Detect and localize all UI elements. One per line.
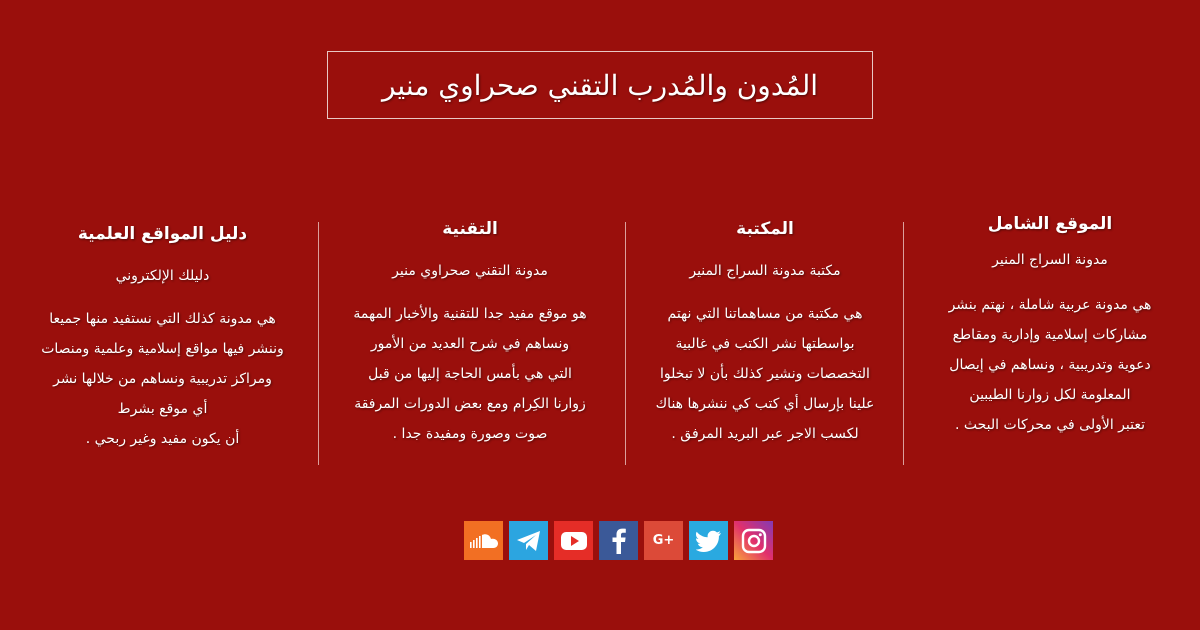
instagram-icon[interactable] (734, 521, 773, 560)
column-library (630, 219, 900, 449)
site-title: المُدون والمُدرب التقني صحراوي منير (381, 68, 819, 102)
column-description: هي مدونة عربية شاملة ، نهتم بنشر مشاركات إسلامية وإدارية ومقاطع دعوية وتدريبية ، ونساهم في إيصال المعلومة لكل زوارنا الطيبين تعتبر الأولى في محركات البحث . (948, 297, 1152, 433)
column-subheading[interactable]: مدونة السراج المنير (992, 252, 1108, 268)
column-heading: الموقع الشامل (987, 214, 1113, 234)
column-heading: دليل المواقع العلمية (77, 224, 248, 244)
column-general (915, 214, 1185, 440)
google-plus-icon[interactable]: G+ (644, 521, 683, 560)
twitter-icon[interactable] (689, 521, 728, 560)
column-description: هي مكتبة من مساهماتنا التي نهتم بواسطتها نشر الكتب في غالبية التخصصات ونشير كذلك بأن لا تبخلوا علينا بإرسال أي كتب كي ننشرها هناك لكسب الاجر عبر البريد المرفق . (655, 306, 875, 442)
column-divider (318, 222, 319, 465)
column-divider (625, 222, 626, 465)
column-tech (325, 219, 615, 449)
column-subheading[interactable]: مكتبة مدونة السراج المنير (689, 263, 841, 279)
column-subheading[interactable]: دليلك الإلكتروني (115, 268, 210, 284)
facebook-icon[interactable] (599, 521, 638, 560)
column-heading: التقنية (442, 219, 498, 239)
column-subheading[interactable]: مدونة التقني صحراوي منير (392, 263, 548, 279)
social-links (464, 521, 773, 560)
column-description: هي مدونة كذلك التي نستفيد منها جميعا وننشر فيها مواقع إسلامية وعلمية ومنصات ومراكز تدريبية ونساهم من خلالها نشر أي موقع بشرط أن يكون مفيد وغير ربحي . (41, 311, 284, 447)
telegram-icon[interactable] (509, 521, 548, 560)
column-description: هو موقع مفيد جدا للتقنية والأخبار المهمة ونساهم في شرح العديد من الأمور التي هي بأمس الحاجة إليها من قبل زوارنا الكِرام ومع بعض الدورات المرفقة صوت وصورة ومفيدة جدا . (353, 306, 587, 442)
column-divider (903, 222, 904, 465)
column-heading: المكتبة (736, 219, 794, 239)
site-title-box (327, 51, 873, 119)
soundcloud-icon[interactable] (464, 521, 503, 560)
youtube-icon[interactable] (554, 521, 593, 560)
column-guide (15, 224, 310, 454)
